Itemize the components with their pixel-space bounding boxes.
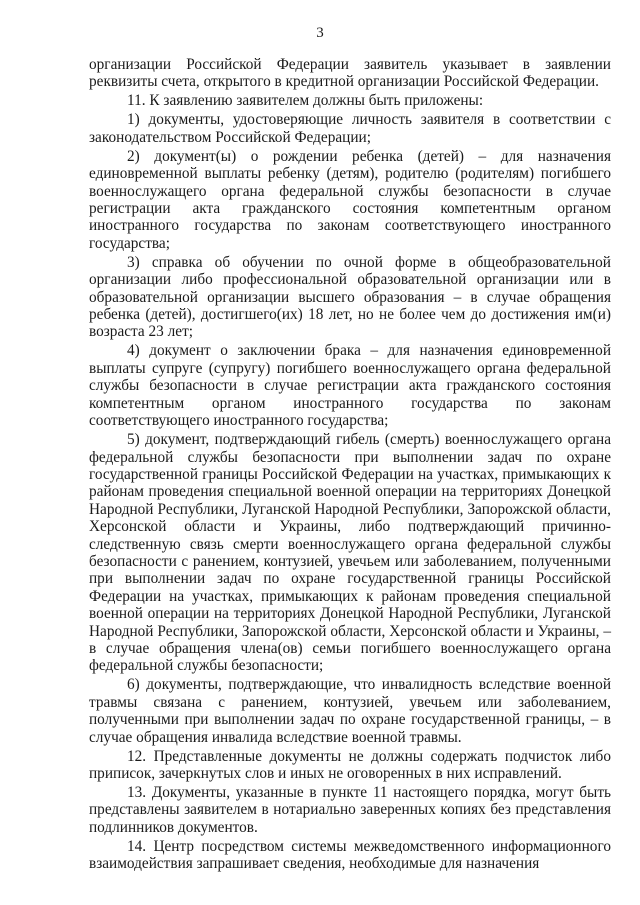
paragraph-subitem-5: 5) документ, подтверждающий гибель (смерть) военнослужащего органа федеральной службы безопасности при выполнении задач по охране государственной границы Российской Федерации на участках, примыкающих к районам проведения специальной военной операции на территориях Донецкой Народной Республики, Луганской Народной Республики, Запорожской области, Херсонской области и Украины, либо подтверждающий причинно-следственную связь смерти военнослужащего органа федеральной службы безопасности с ранением, контузией, увечьем или заболеванием, полученными при выполнении задач по охране государственной границы Российской Федерации на участках, примыкающих к районам проведения специальной военной операции на территориях Донецкой Народной Республики, Луганской Народной Республики, Запорожской области, Херсонской области и Украины, – в случае обращения члена(ов) семьи погибшего военнослужащего органа федеральной службы безопасности; [89,431,611,675]
paragraph-subitem-6: 6) документы, подтверждающие, что инвалидность вследствие военной травмы связана с ранением, контузией, увечьем или заболеванием, полученными при выполнении задач по охране государственной границы, – в случае обращения инвалида вследствие военной травмы. [89,676,611,746]
paragraph-item-14: 14. Центр посредством системы межведомственного информационного взаимодействия запрашивает сведения, необходимые для назначения [89,837,611,873]
document-body [89,56,611,874]
paragraph-item-12: 12. Представленные документы не должны содержать подчисток либо приписок, зачеркнутых слов и иных не оговоренных в них исправлений. [89,747,611,782]
paragraph-continuation: организации Российской Федерации заявитель указывает в заявлении реквизиты счета, открытого в кредитной организации Российской Федерации. [89,56,611,91]
paragraph-subitem-1: 1) документы, удостоверяющие личность заявителя в соответствии с законодательством Российской Федерации; [89,111,611,146]
paragraph-item-11: 11. К заявлению заявителем должны быть приложены: [127,92,484,110]
paragraph-subitem-2: 2) документ(ы) о рождении ребенка (детей) – для назначения единовременной выплаты ребенку (детям), родителю (родителям) погибшего военнослужащего органа федеральной службы безопасности в случае регистрации акта гражданского состояния компетентным органом иностранного государства по законам соответствующего иностранного государства; [89,147,611,252]
paragraph-item-13: 13. Документы, указанные в пункте 11 настоящего порядка, могут быть представлены заявителем в нотариально заверенных копиях без представления подлинников документов. [89,784,611,836]
paragraph-subitem-3: 3) справка об обучении по очной форме в общеобразовательной организации либо профессиональной образовательной организации или в образовательной организации высшего образования – в случае обращения ребенка (детей), достигшего(их) 18 лет, но не более чем до достижения им(и) возраста 23 лет; [89,253,611,341]
paragraph-subitem-4: 4) документ о заключении брака – для назначения единовременной выплаты супруге (супругу) погибшего военнослужащего органа федеральной службы безопасности в случае регистрации акта гражданского состояния компетентным органом иностранного государства по законам соответствующего иностранного государства; [89,342,611,430]
page-number: 3 [316,25,324,41]
